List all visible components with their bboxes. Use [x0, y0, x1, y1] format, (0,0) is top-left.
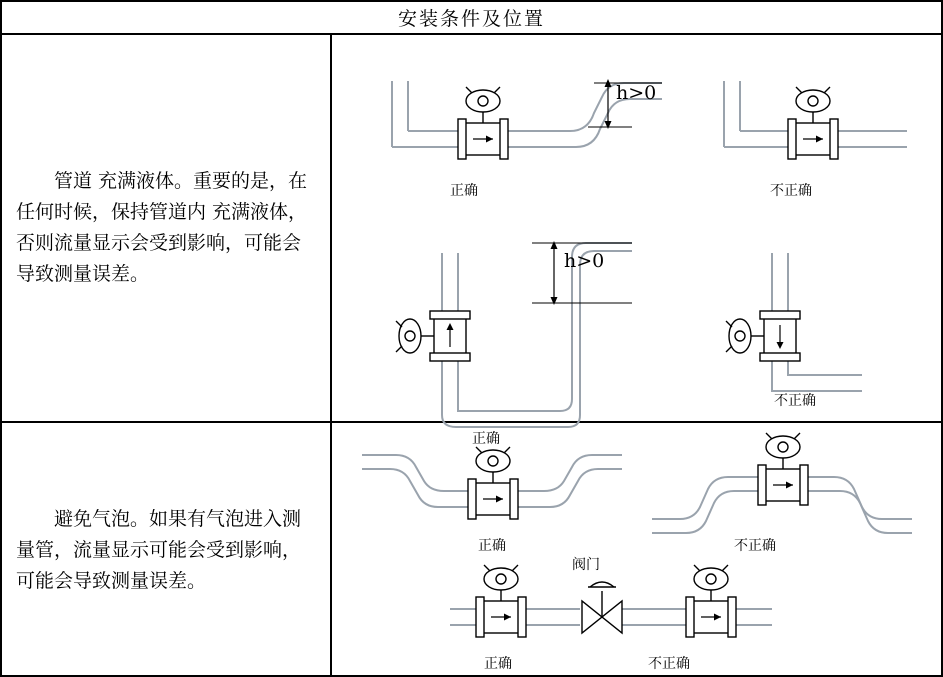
row1-description-cell [2, 35, 332, 421]
caption-incorrect-4: 不正确 [648, 656, 690, 672]
figure-valve-line [450, 565, 772, 637]
caption-incorrect-1: 不正确 [770, 183, 812, 199]
caption-incorrect-3: 不正确 [734, 538, 776, 554]
caption-correct-1: 正确 [450, 183, 478, 199]
dimension-label-h-1: h>0 [616, 82, 657, 104]
caption-correct-3: 正确 [478, 538, 506, 554]
table-title [2, 2, 941, 35]
caption-correct-4: 正确 [484, 656, 512, 672]
row2-description-text: 避免气泡。如果有气泡进入测量管，流量显示可能会受到影响，可能会导致测量误差。 [16, 507, 302, 592]
row1-description-text: 管道 充满液体。重要的是，在任何时候，保持管道内 充满液体，否则流量显示会受到影响，可能会导致测量误差。 [16, 170, 308, 285]
figure-correct-no-bubble [362, 447, 622, 519]
table-row [2, 35, 941, 447]
figure-incorrect-bubble-trap [652, 433, 912, 533]
table-row [2, 423, 941, 677]
title-text: 安装条件及位置 [397, 8, 545, 30]
figure-incorrect-horizontal [724, 81, 907, 159]
figure-incorrect-vertical [726, 253, 862, 391]
caption-incorrect-2: 不正确 [774, 393, 816, 409]
row2-figure-cell [332, 423, 941, 677]
dimension-label-h-2: h>0 [564, 250, 605, 272]
caption-correct-2: 正确 [472, 431, 500, 447]
valve-label: 阀门 [572, 557, 600, 573]
row2-description-cell [2, 423, 332, 677]
row1-figure-cell [332, 35, 941, 447]
row2-diagrams [332, 423, 943, 677]
